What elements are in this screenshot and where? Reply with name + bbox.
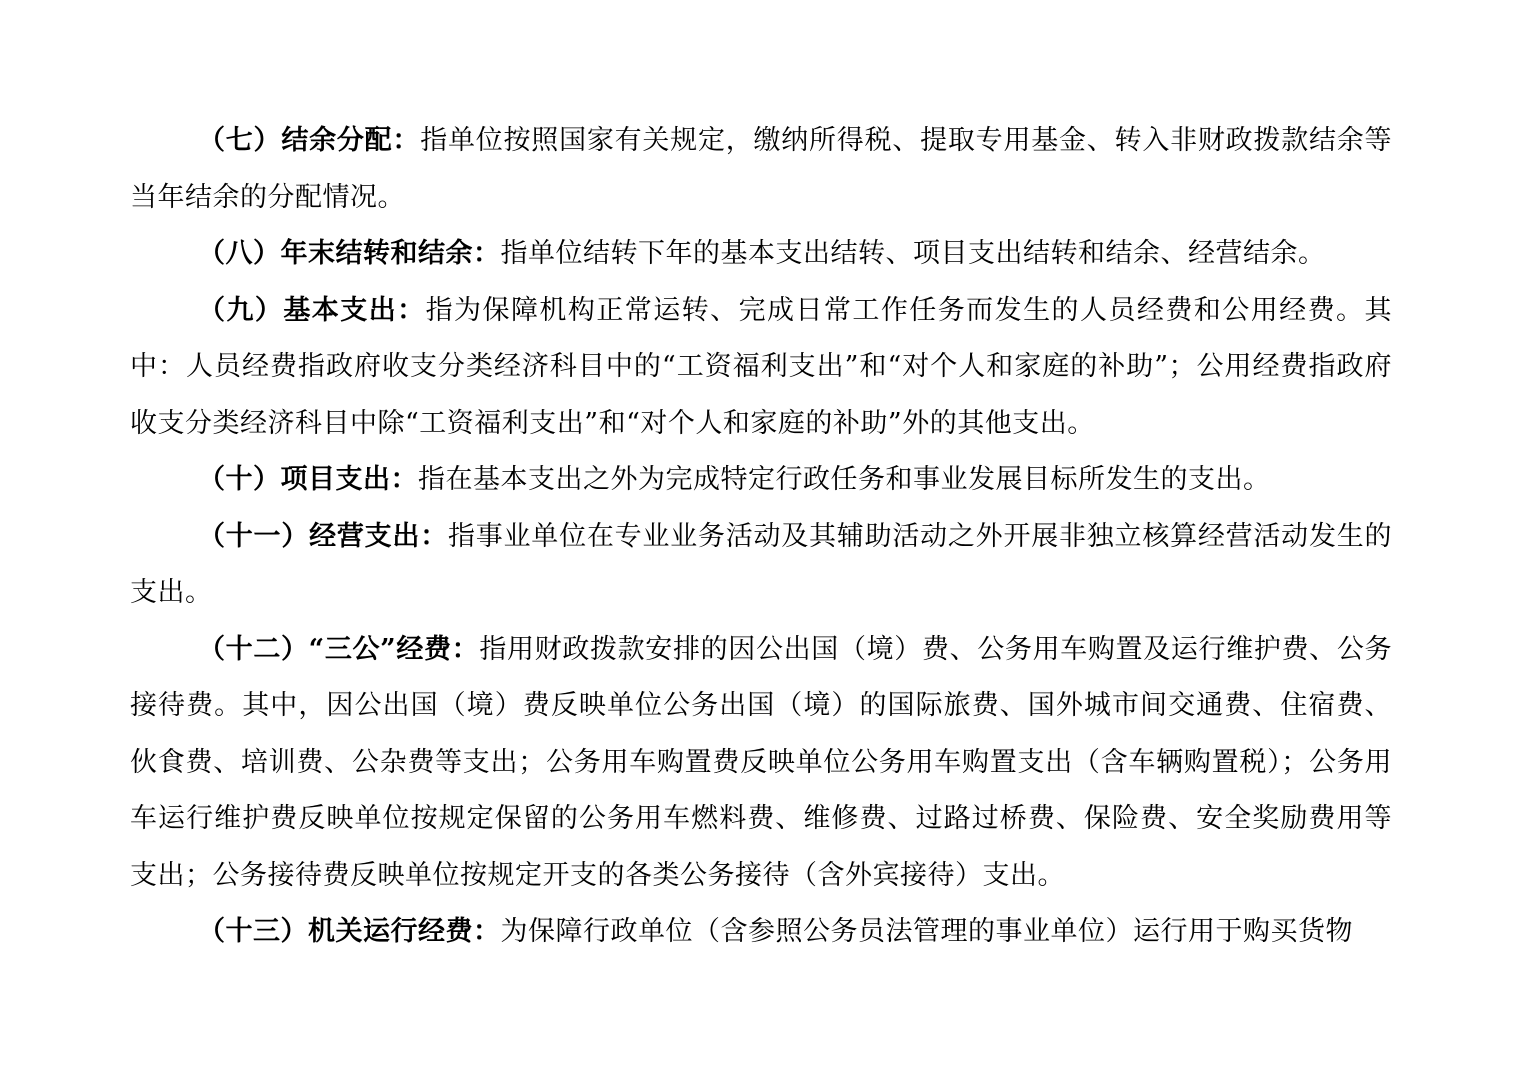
paragraph-agency-operating-funds — [130, 904, 1392, 961]
paragraph-text: 指用财政拨款安排的因公出国（境）费、公务用车购置及运行维护费、公务接待费。其中，因公出国（境）费反映单位公务出国（境）的国际旅费、国外城市间交通费、住宿费、伙食费、培训费、公杂费等支出；公务用车购置费反映单位公务用车购置支出（含车辆购置税）；公务用车运行维护费反映单位按规定保留的公务用车燃料费、维修费、过路过桥费、保险费、安全奖励费用等支出；公务接待费反映单位按规定开支的各类公务接待（含外宾接待）支出。 — [130, 633, 1393, 891]
paragraph-operating-expenditure — [130, 509, 1392, 622]
term-heading: （九）基本支出： — [198, 294, 426, 326]
paragraph-text: 为保障行政单位（含参照公务员法管理的事业单位）运行用于购买货物 — [500, 916, 1353, 947]
term-heading: （七）结余分配： — [198, 125, 421, 156]
term-heading: （十三）机关运行经费： — [198, 916, 501, 947]
term-heading: （十二）“三公”经费： — [198, 633, 480, 665]
paragraph-text: 指在基本支出之外为完成特定行政任务和事业发展目标所发生的支出。 — [418, 464, 1271, 495]
paragraph-surplus-distribution — [130, 113, 1392, 226]
paragraph-text: 指单位结转下年的基本支出结转、项目支出结转和结余、经营结余。 — [500, 238, 1326, 269]
paragraph-three-public-expenses — [130, 622, 1392, 905]
term-heading: （十）项目支出： — [198, 464, 418, 495]
paragraph-text: 指为保障机构正常运转、完成日常工作任务而发生的人员经费和公用经费。其中：人员经费指政府收支分类经济科目中的“工资福利支出”和“对个人和家庭的补助”；公用经费指政府收支分类经济科目中除“工资福利支出”和“对个人和家庭的补助”外的其他支出。 — [130, 294, 1392, 439]
paragraph-text: 指单位按照国家有关规定，缴纳所得税、提取专用基金、转入非财政拨款结余等当年结余的分配情况。 — [130, 125, 1393, 213]
paragraph-basic-expenditure — [130, 283, 1392, 453]
paragraph-text: 指事业单位在专业业务活动及其辅助活动之外开展非独立核算经营活动发生的支出。 — [130, 520, 1393, 608]
paragraph-year-end-carryover — [130, 226, 1392, 283]
document-page — [130, 113, 1392, 961]
term-heading: （十一）经营支出： — [198, 520, 448, 552]
term-heading: （八）年末结转和结余： — [198, 238, 501, 269]
paragraph-project-expenditure — [130, 452, 1392, 509]
